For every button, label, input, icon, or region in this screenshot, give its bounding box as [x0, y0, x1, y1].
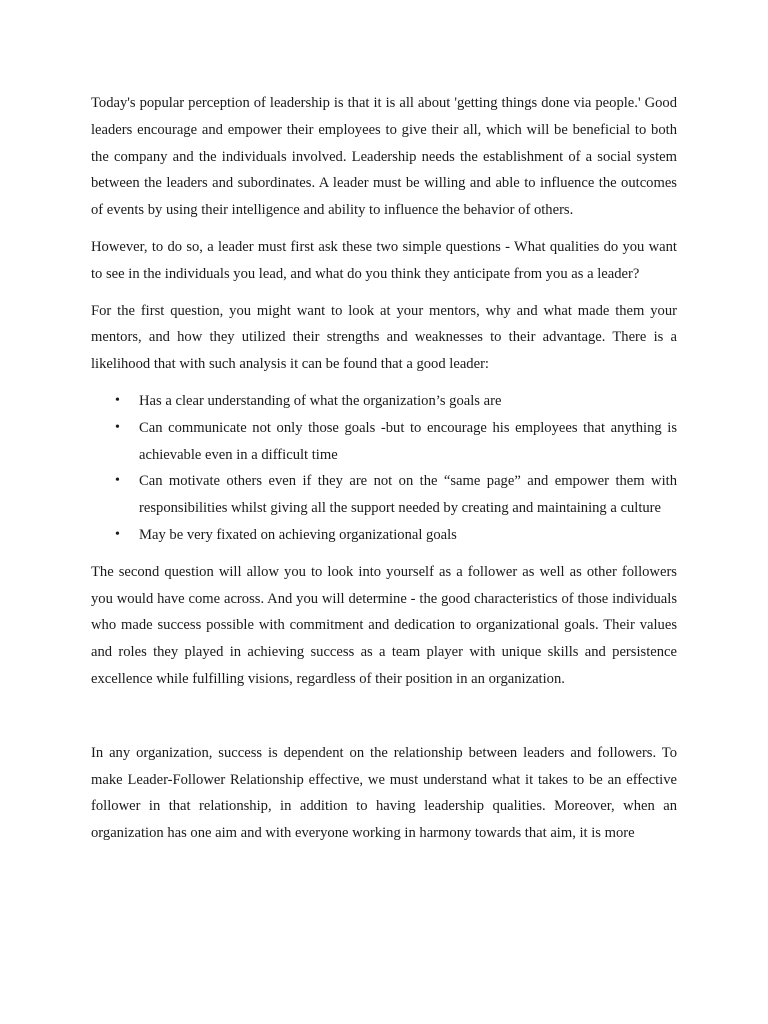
- list-item-text: Has a clear understanding of what the organization’s goals are: [139, 392, 502, 409]
- list-item: [91, 415, 677, 469]
- list-item-text: Can motivate others even if they are not on the “same page” and empower them with responsibilities whilst giving all the support needed by creating and maintaining a culture: [139, 473, 677, 517]
- paragraph-intro: Today's popular perception of leadership is that it is all about 'getting things done via people.' Good leaders encourage and empower their employees to give their all, which will be beneficial to both the company and the individuals involved. Leadership needs the establishment of a social system between the leaders and subordinates. A leader must be willing and able to influence the outcomes of events by using their intelligence and ability to influence the behavior of others.: [91, 95, 677, 219]
- paragraph-first-question: For the first question, you might want to look at your mentors, why and what made them your mentors, and how they utilized their strengths and weaknesses to their advantage. There is a likelihood that with such analysis it can be found that a good leader:: [91, 302, 677, 373]
- document-page: [91, 90, 677, 857]
- bullet-icon: •: [115, 473, 120, 489]
- list-item-text: Can communicate not only those goals -but to encourage his employees that anything is achievable even in a difficult time: [139, 419, 677, 463]
- list-item: [91, 522, 677, 549]
- paragraph-questions: However, to do so, a leader must first ask these two simple questions - What qualities do you want to see in the individuals you lead, and what do you think they anticipate from you as a leader?: [91, 238, 677, 282]
- list-item: [91, 468, 677, 522]
- paragraph-relationship: In any organization, success is dependent on the relationship between leaders and followers. To make Leader-Follower Relationship effective, we must understand what it takes to be an effective follower in that relationship, in addition to having leadership qualities. Moreover, when an organization has one aim and with everyone working in harmony towards that aim, it is more: [91, 744, 677, 842]
- bullet-icon: •: [115, 526, 120, 542]
- list-item-text: May be very fixated on achieving organizational goals: [139, 526, 457, 543]
- list-item: [91, 388, 677, 415]
- leader-qualities-list: [91, 388, 677, 549]
- bullet-icon: •: [115, 419, 120, 435]
- paragraph-second-question: The second question will allow you to look into yourself as a follower as well as other followers you would have come across. And you will determine - the good characteristics of those individuals who made success possible with commitment and dedication to organizational goals. Their values and roles they played in achieving success as a team player with unique skills and persistence excellence while fulfilling visions, regardless of their position in an organization.: [91, 563, 677, 687]
- bullet-icon: •: [115, 392, 120, 408]
- blank-line: [91, 703, 677, 740]
